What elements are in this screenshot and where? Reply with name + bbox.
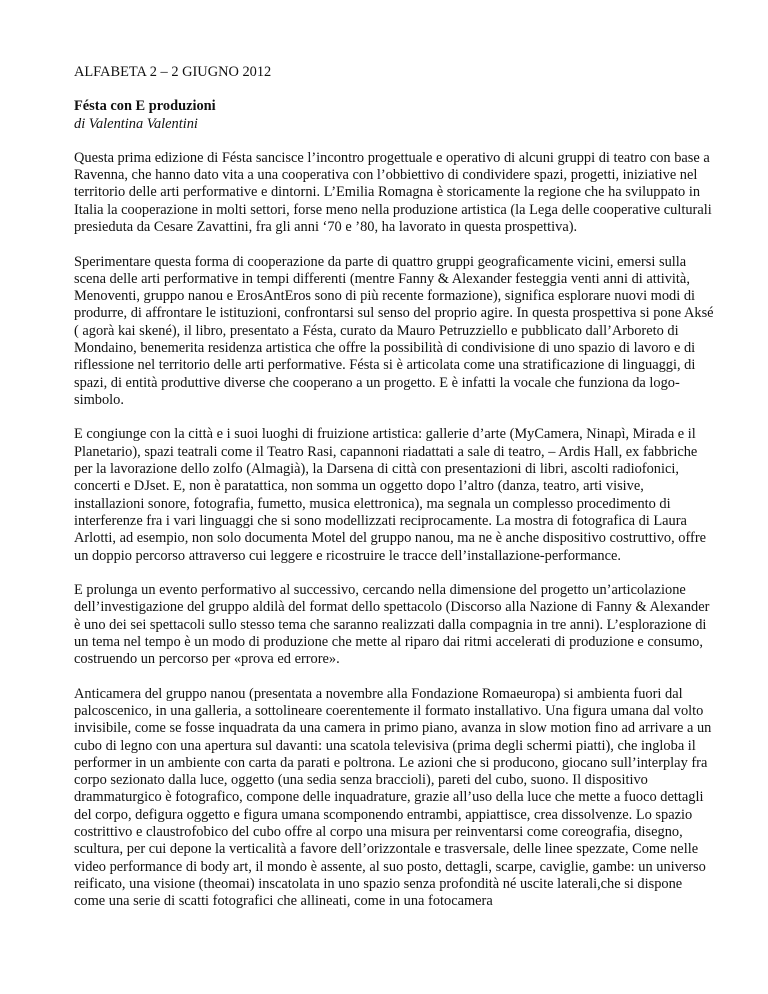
- article-author: di Valentina Valentini: [74, 115, 198, 132]
- paragraph-5: Anticamera del gruppo nanou (presentata a novembre alla Fondazione Romaeuropa) si ambienta fuori dal palcoscenico, in una galleria, a sottolineare coerentemente il formato installativo. Una figura umana dal volto invisibile, come se fosse inquadrata da una camera in primo piano, avanza in slow motion fino ad arrivare a un cubo di legno con una apertura sul davanti: una scatola televisiva (prima degli schermi piatti), che ingloba il performer in un ambiente con carta da parati e poltrona. Le azioni che si producono, giocano sull’interplay fra corpo sezionato dalla luce, oggetto (una sedia senza braccioli), pareti del cubo, suono. Il dispositivo drammaturgico è fotografico, compone delle inquadrature, grazie all’uso della luce che mette a fuoco dettagli del corpo, defigura oggetto e figura umana scomponendo entrambi, appiattisce, crea dissolvenze. Lo spazio costrittivo e claustrofobico del cubo offre al corpo una misura per reinventarsi come coreografia, disegno, scultura, per cui depone la verticalità a favore dell’orizzontale e trasversale, delle linee spezzate, Come nelle video performance di body art, il mondo è assente, al suo posto, dettagli, scarpe, caviglie, gambe: un universo reificato, una visione (theomai) inscatolata in uno spazio senza profondità né uscite laterali,che si dispone come una serie di scatti fotografici che allineati, come in una fotocamera: [74, 685, 712, 910]
- paragraph-4: E prolunga un evento performativo al successivo, cercando nella dimensione del progetto un’articolazione dell’investigazione del gruppo aldilà del format dello spettacolo (Discorso alla Nazione di Fanny & Alexander è uno dei sei spettacoli sullo stesso tema che saranno realizzati dalla compagnia in tre anni). L’esplorazione di un tema nel tempo è un modo di produzione che mette al riparo dai ritmi accelerati di produzione e consumo, costruendo un percorso per «prova ed errore».: [74, 581, 710, 668]
- paragraph-2: Sperimentare questa forma di cooperazione da parte di quattro gruppi geograficamente vicini, emersi sulla scena delle arti performative in tempi differenti (mentre Fanny & Alexander festeggia venti anni di attività, Menoventi, gruppo nanou e ErosAntEros sono di più recente formazione), significa esplorare nuovi modi di produrre, di affrontare le istituzioni, confrontarsi sul senso del proprio agire. In questa prospettiva si pone Aksé ( agorà kai skené), il libro, presentato a Fésta, curato da Mauro Petruzziello e pubblicato dall’Arboreto di Mondaino, benemerita residenza artistica che offre la possibilità di condivisione di uno spazio di lavoro e di riflessione nel territorio delle arti performative. Fésta si è articolata come una stratificazione di linguaggi, di spazi, di entità produttive diverse che cooperano a un progetto. E è infatti la vocale che funziona da logo-simbolo.: [74, 253, 714, 408]
- document-page: [74, 64, 714, 928]
- article-title: Fésta con E produzioni: [74, 98, 216, 115]
- publication-header: ALFABETA 2 – 2 GIUGNO 2012: [74, 64, 272, 80]
- paragraph-1: Questa prima edizione di Fésta sancisce l’incontro progettuale e operativo di alcuni gruppi di teatro con base a Ravenna, che hanno dato vita a una cooperativa con l’obbiettivo di condividere spazi, progetti, iniziative nel territorio delle arti performative e dintorni. L’Emilia Romagna è storicamente la regione che ha sviluppato in Italia la cooperazione in molti settori, forse meno nella produzione artistica (la Lega delle cooperative culturali presieduta da Cesare Zavattini, fra gli anni ‘70 e ’80, ha lavorato in questa prospettiva).: [74, 149, 712, 236]
- paragraph-3: E congiunge con la città e i suoi luoghi di fruizione artistica: gallerie d’arte (MyCamera, Ninapì, Mirada e il Planetario), spazi teatrali come il Teatro Rasi, capannoni riadattati a sale di teatro, – Ardis Hall, ex fabbriche per la lavorazione dello zolfo (Almagià), la Darsena di città con presentazioni di libri, ascolti radiofonici, concerti e DJset. E, non è paratattica, non somma un oggetto dopo l’altro (danza, teatro, arti visive, installazioni sonore, fotografia, fumetto, musica elettronica), ma segnala un complesso procedimento di interferenze fra i vari linguaggi che si sono modellizzati reciprocamente. La mostra di fotografica di Laura Arlotti, ad esempio, non solo documenta Motel del gruppo nanou, ma ne è anche dispositivo costruttivo, offre un doppio percorso attraverso cui leggere e ricostruire le tracce dell’installazione-performance.: [74, 426, 706, 564]
